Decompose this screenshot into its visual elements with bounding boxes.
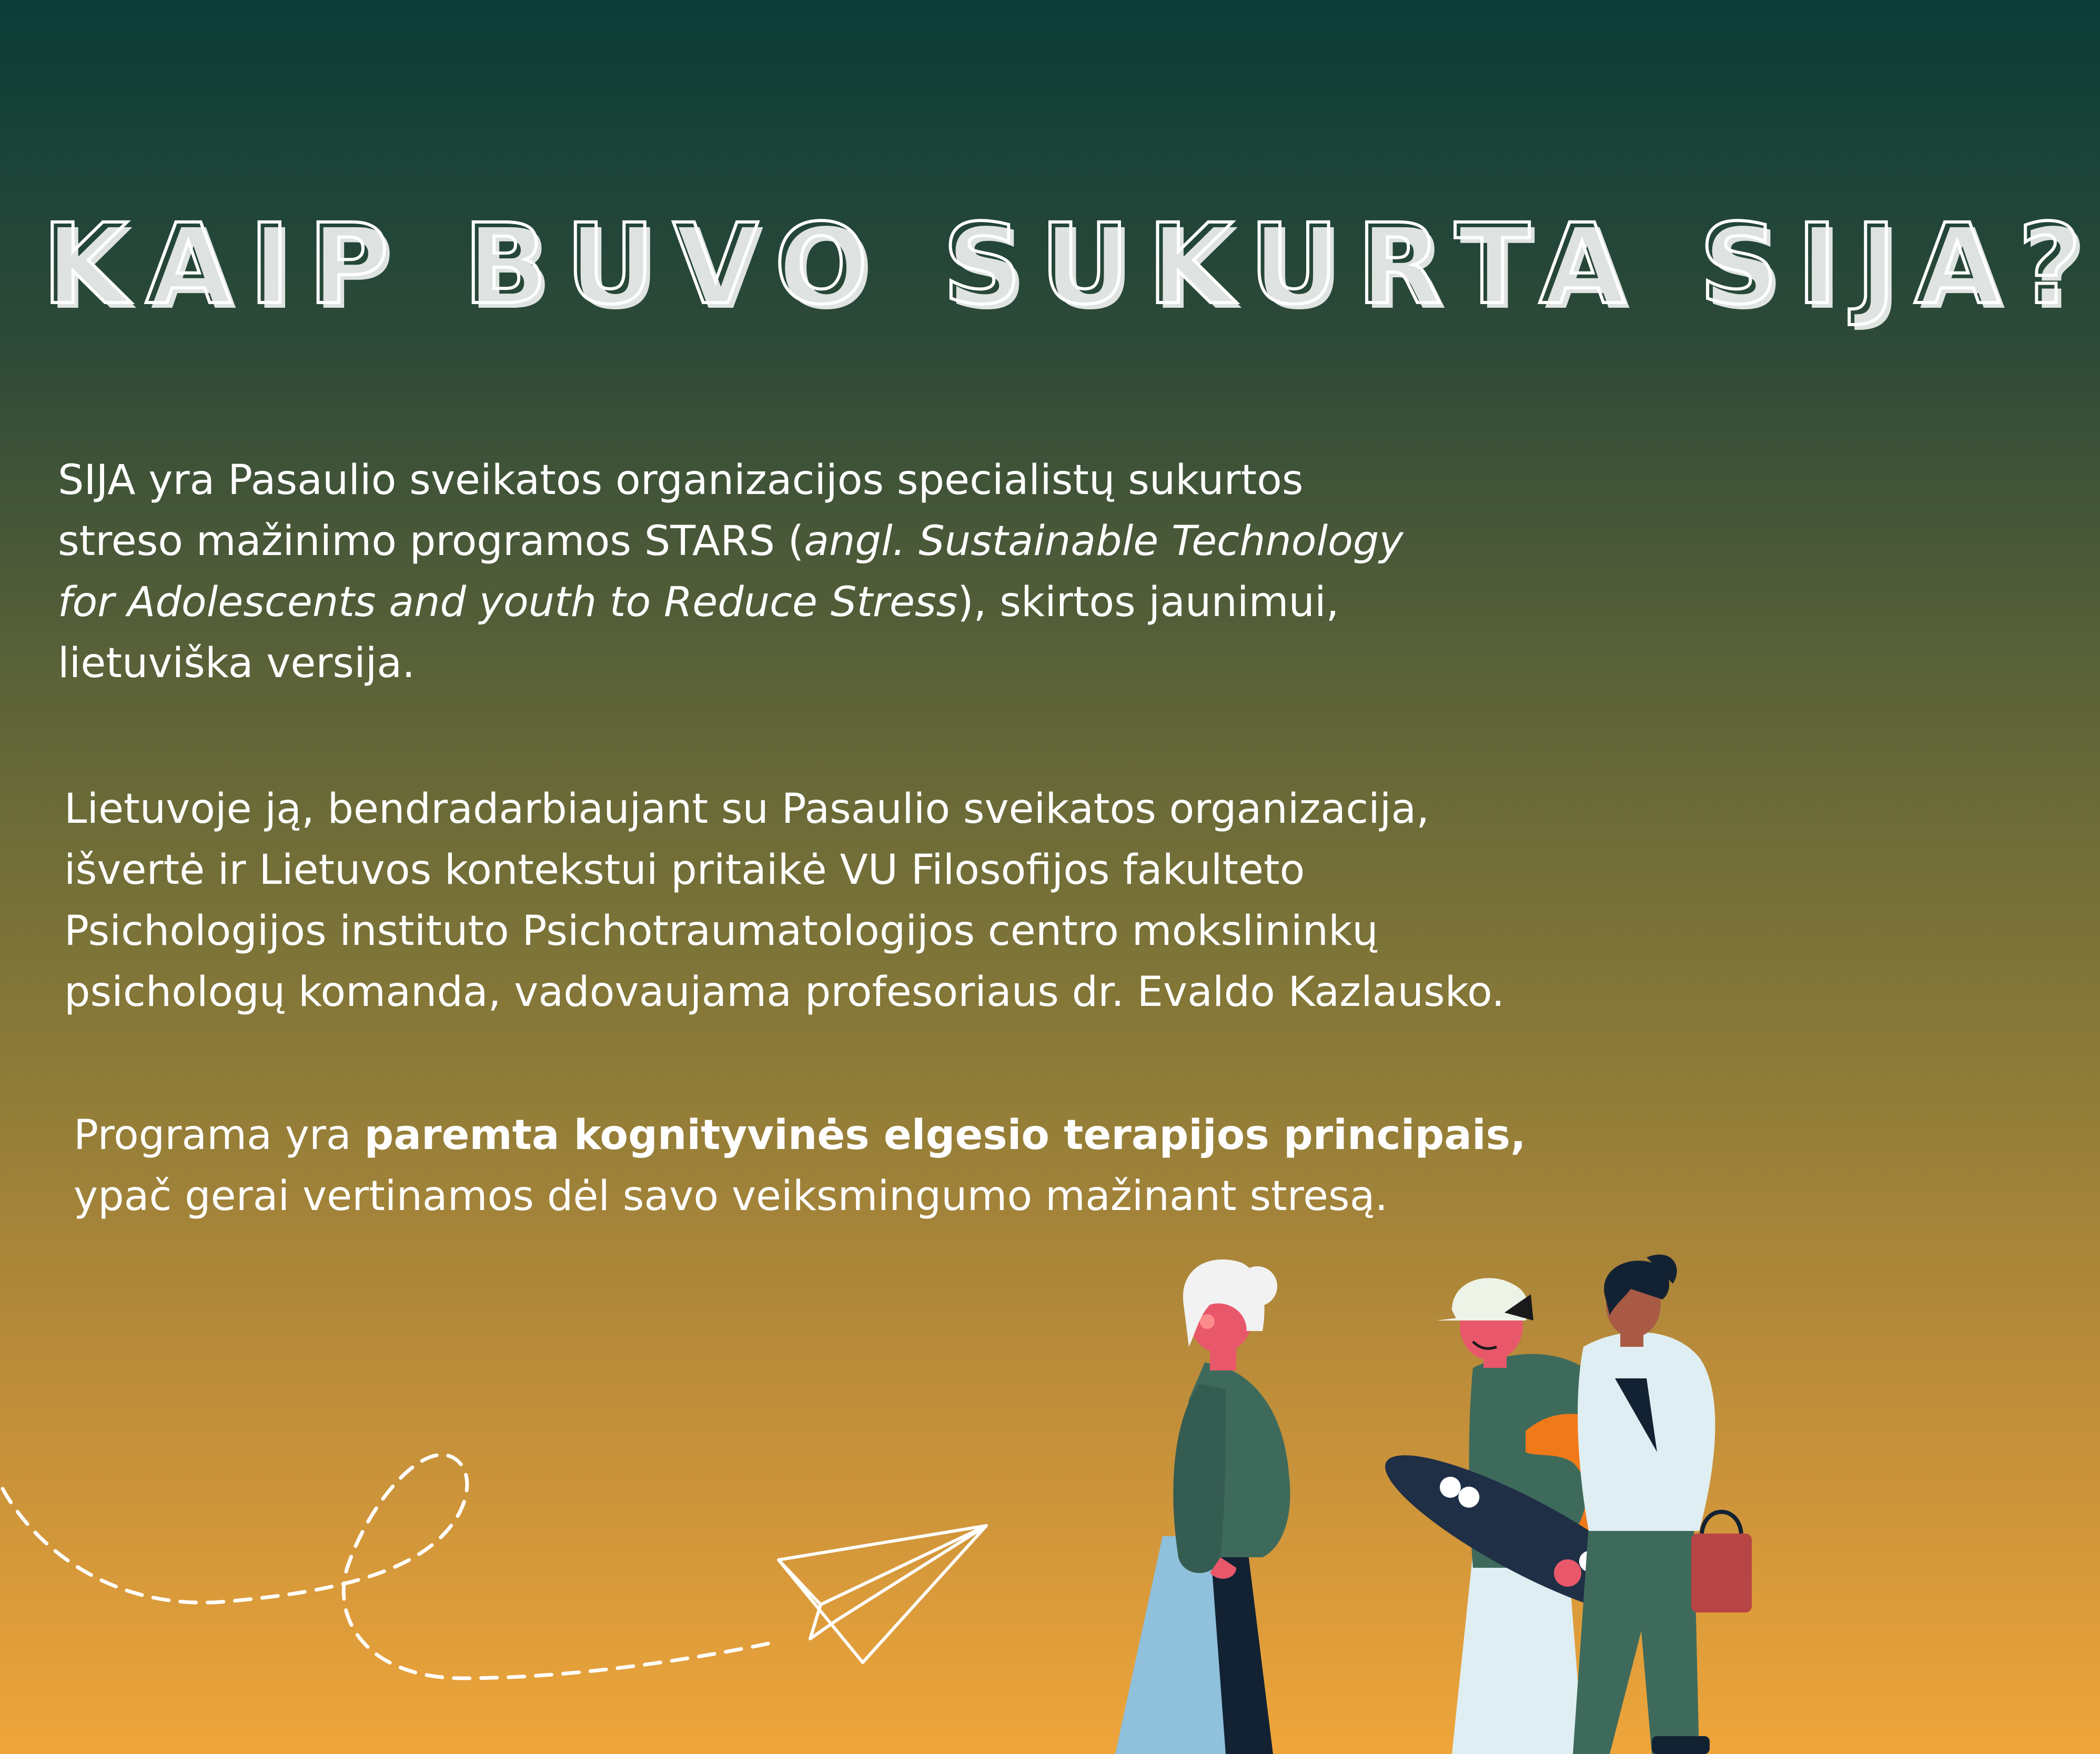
page-title: KAIP BUVO SUKURTA SIJA? (42, 200, 2100, 329)
paragraph-line: išvertė ir Lietuvos kontekstui pritaikė VU Filosofijos fakulteto (64, 846, 1305, 894)
man-with-bag (1573, 1255, 1752, 1754)
dashed-flight-path (3, 1455, 779, 1678)
english-name-italic: angl. Sustainable Technology (804, 518, 1404, 565)
paragraph-line: Psichologijos instituto Psichotraumatologijos centro mokslininkų (64, 908, 1378, 955)
woman-walking (1115, 1259, 1290, 1754)
paragraph-text: Programa yra (74, 1112, 365, 1159)
highlighted-text: paremta kognityvinės elgesio terapijos principais, (364, 1112, 1526, 1159)
paragraph-line: Lietuvoje ją, bendradarbiaujant su Pasaulio sveikatos organizacija, (64, 785, 1430, 833)
paragraph-line: lietuviška versija. (58, 640, 415, 687)
paragraph-text: ), skirtos jaunimui, (957, 579, 1339, 626)
paragraph-line: SIJA yra Pasaulio sveikatos organizacijos specialistų sukurtos (58, 457, 1304, 504)
paragraph-line: ypač gerai vertinamos dėl savo veiksmingumo mažinant stresą. (74, 1173, 1388, 1220)
paragraph-text: streso mažinimo programos STARS ( (58, 518, 804, 565)
paragraph-line: psichologų komanda, vadovaujama profesoriaus dr. Evaldo Kazlausko. (64, 969, 1505, 1016)
paper-plane-icon (779, 1526, 986, 1662)
english-name-italic: for Adolescents and youth to Reduce Stress (58, 579, 958, 626)
